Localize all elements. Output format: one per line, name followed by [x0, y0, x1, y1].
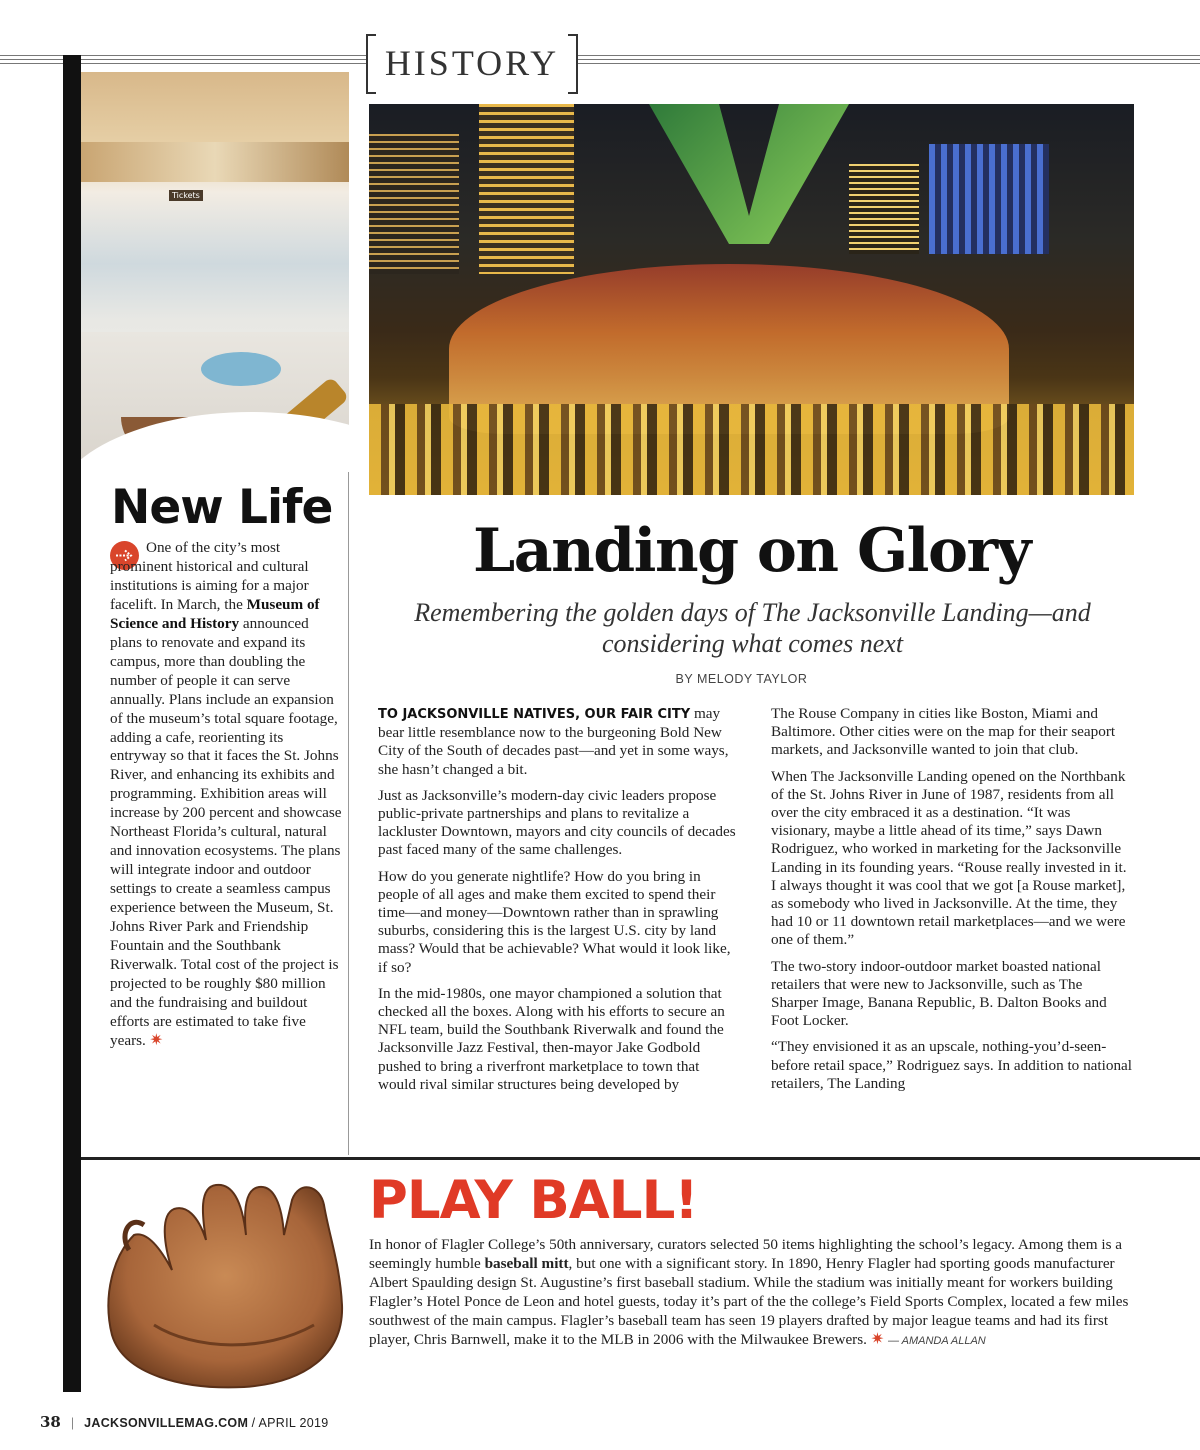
page-number: 38 [40, 1413, 61, 1431]
fountain-pool [201, 352, 281, 386]
article-byline: BY MELODY TAYLOR [675, 672, 808, 686]
paragraph: In the mid-1980s, one mayor championed a solution that checked all the boxes. Along with his efforts to secure an NFL team, build the Southbank Riverwalk and found the Jacksonville Jazz Festival, then-mayor Jake Godbold pushed to bring a riverfront marketplace to town that would rival similar structures being developed by [378, 984, 725, 1093]
bracket-right [568, 34, 578, 94]
tower [479, 104, 574, 274]
paragraph [378, 705, 740, 779]
header-rule [578, 55, 1200, 56]
paragraph: When The Jacksonville Landing opened on the Northbank of the St. Johns River in June of 1987, residents from all over the city embraced it as a destination. “It was visionary, maybe a little ahead of its time,” says Dawn Rodriguez, who worked in marketing for the Jacksonville Landing in its founding years. “Rouse really invested in it. I always thought it was cool that we got [a Rouse market], as somebody who lived in Jacksonville. At the time, they had 10 or 11 downtown retail marketplaces—and we were one of them.” [771, 767, 1127, 949]
sidebar-body-rest: announced plans to renovate and expand its campus, more than doubling the number of people it can serve annually. Plans include an expansion of the museum’s total square footage, adding a cafe, reorienting its entryway so that it faces the St. Johns River, and enhancing its exhibits and programming. Exhibition areas will increase by 200 percent and showcase Northeast Florida’s cultural, natural and innovation ecosystems. The plans will integrate indoor and outdoor settings to create a seamless campus experience between the Museum, St. Johns River Park and Friendship Fountain and the Southbank Riverwalk. Total cost of the project is projected to be roughly $80 million and the fundraising and buildout efforts are estimated to take five years. [110, 614, 342, 1049]
playball-text-after: , but one with a significant story. In 1890, Henry Flagler had sporting goods manufacturer Albert Spaulding design St. Augustine’s first baseball stadium. While the stadium was initially meant for workers building Flagler’s Hotel Ponce de Leon and hotel guests, today it’s part of the the college’s Field Sports Complex, located a few miles southwest of the main campus. Flagler’s baseball team has seen 19 players drafted by major league teams and had its first player, Chris Barnwell, make it to the MLB in 2006 with the Milwaukee Brewers. [369, 1254, 1129, 1348]
paragraph: How do you generate nightlife? How do you bring in people of all ages and make them excited to spend their time—and money—Downtown rather than in sprawling suburbs, considering this is the largest U.S. city by land mass? Would that be achievable? What would it look like, if so? [378, 867, 731, 976]
sidebar-body-intro: One of the city’s most prominent historical and cultural institutions is aiming for a major facelift. In March, the [110, 539, 309, 613]
paragraph-text: may bear little resemblance now to the burgeoning Bold New City of the South of decades past—and yet in some ways, she hasn’t changed a bit. [378, 705, 729, 778]
article-subhead: Remembering the golden days of The Jacksonville Landing—and considering what comes next [414, 598, 1091, 658]
article-column-2 [771, 705, 1133, 1101]
paragraph: “They envisioned it as an upscale, nothing-you’d-seen-before retail space,” Rodriguez says. In addition to national retailers, The Landing [771, 1038, 1132, 1092]
playball-credit: — AMANDA ALLAN [887, 1334, 986, 1347]
footer-date: / APRIL 2019 [251, 1416, 329, 1430]
page-footer [40, 1413, 328, 1431]
header-rule [0, 63, 366, 64]
sidebar-body [110, 539, 342, 1051]
playball-text-before: In honor of Flagler College’s 50th anniversary, curators selected 50 items highlighting the school’s legacy. Among them is a seemingly humble [369, 1236, 1123, 1272]
sidebar-title: New Life [111, 480, 333, 535]
playball-title: PLAY BALL! [369, 1170, 698, 1231]
header-rule [0, 59, 366, 60]
balcony [81, 142, 349, 182]
paragraph: The two-story indoor-outdoor market boasted national retailers that were new to Jacksonville, such as The Sharper Image, Banana Republic, B. Dalton Books and Foot Locker. [771, 957, 1107, 1030]
bracket-left [366, 34, 376, 94]
museum-rendering-image [81, 72, 349, 472]
sidebar-body-bold: Museum of Science and History [110, 595, 320, 632]
footer-separator: | [70, 1416, 75, 1430]
section-tag [366, 34, 578, 92]
tower [929, 144, 1049, 254]
header-rule [0, 55, 366, 56]
playball-body [369, 1236, 1129, 1350]
tower [849, 164, 919, 254]
river-reflection [369, 404, 1134, 495]
playball-text-bold: baseball mitt [484, 1254, 569, 1272]
paragraph: The Rouse Company in cities like Boston, Miami and Baltimore. Other cities were on the map for their seaport markets, and Jacksonville wanted to join that club. [771, 705, 1116, 759]
section-divider [81, 1157, 1200, 1160]
jacksonville-landing-photo [369, 104, 1134, 495]
margin-bar [63, 55, 81, 1392]
tower [369, 134, 459, 274]
paragraph: Just as Jacksonville’s modern-day civic leaders propose public-private partnerships and plans to revitalize a lackluster Downtown, mayors and city councils of decades past faced many of the same challenges. [378, 786, 736, 859]
lead-in: TO JACKSONVILLE NATIVES, OUR FAIR CITY [378, 707, 691, 722]
asterisk-star-icon: ✷ [149, 1031, 164, 1049]
header-rule [578, 59, 1200, 60]
header-rule [578, 63, 1200, 64]
tickets-sign: Tickets [169, 190, 203, 201]
asterisk-star-icon: ✷ [870, 1330, 885, 1348]
article-headline: Landing on Glory [473, 516, 1030, 586]
section-label: HISTORY [384, 43, 560, 83]
footer-site: JACKSONVILLEMAG.COM [84, 1416, 249, 1430]
baseball-mitt-image [94, 1175, 349, 1395]
green-lit-tower [649, 104, 849, 244]
article-column-1 [378, 705, 740, 1102]
